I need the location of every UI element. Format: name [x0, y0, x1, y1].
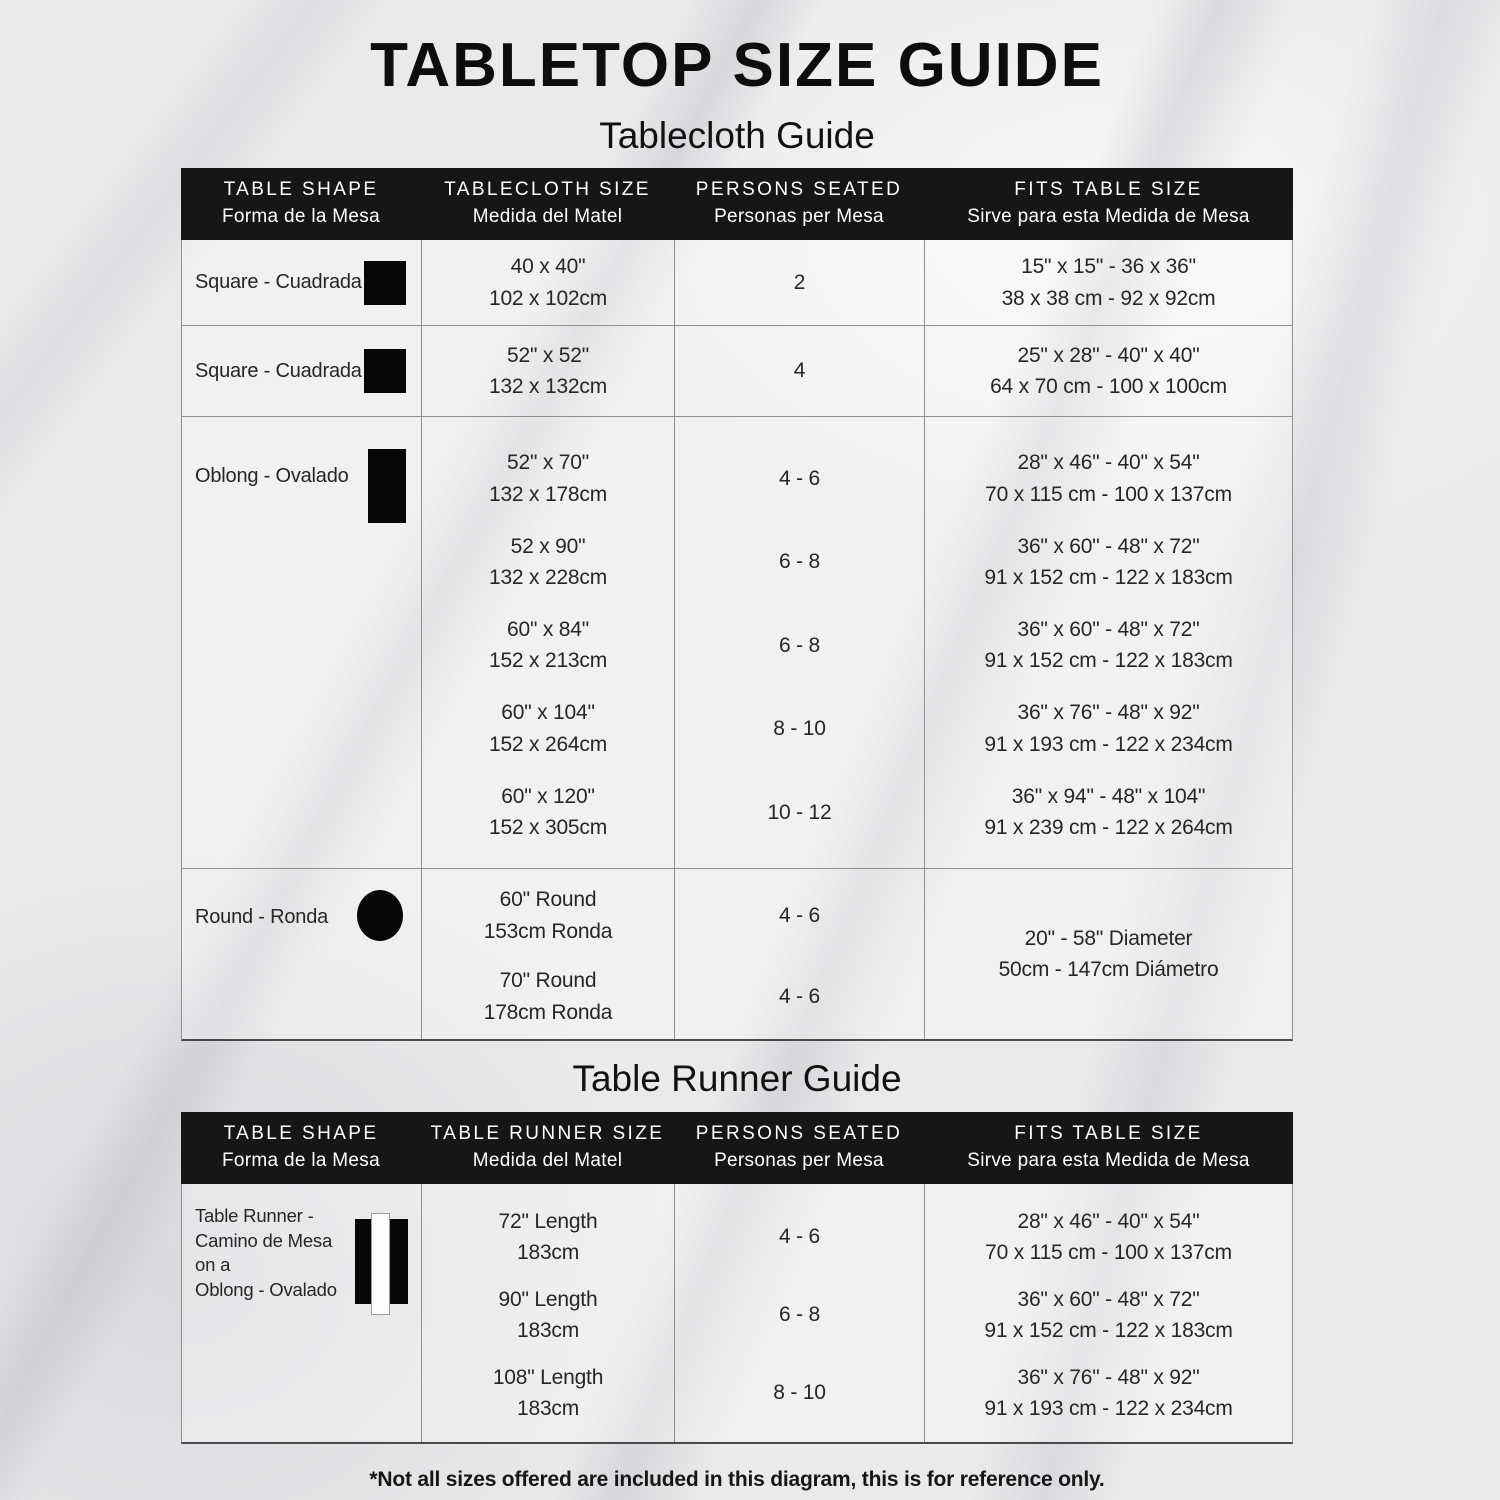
size-cell	[422, 417, 675, 868]
fits-inches: 36" x 76" - 48" x 92"	[1017, 1365, 1200, 1389]
seats-value: 8 - 10	[773, 717, 826, 741]
fits-cm: 91 x 152 cm - 122 x 183cm	[984, 1319, 1233, 1342]
fits-cm: 64 x 70 cm - 100 x 100cm	[990, 375, 1227, 398]
runner-stripe	[371, 1213, 390, 1315]
fits-inches: 28" x 46" - 40" x 54"	[1017, 1209, 1200, 1233]
size-cm: 102 x 102cm	[488, 286, 608, 310]
size-inches: 90" Length	[498, 1287, 598, 1311]
fits-inches: 36" x 60" - 48" x 72"	[1017, 617, 1200, 641]
column-header-table-shape	[181, 177, 421, 230]
fits-entry	[925, 697, 1292, 760]
table-runner-guide-table	[181, 1112, 1293, 1444]
fits-entry	[925, 614, 1292, 677]
size-cell	[422, 326, 675, 416]
shape-label: Square - Cuadrada	[195, 359, 362, 382]
column-header-es: Medida del Matel	[472, 1150, 623, 1171]
shape-label: Square - Cuadrada	[195, 271, 362, 293]
column-header-en: FITS TABLE SIZE	[1014, 179, 1203, 201]
size-entry	[422, 965, 674, 1028]
tablecloth-table-header	[181, 168, 1293, 240]
column-header-es: Medida del Matel	[472, 206, 623, 227]
column-header-es: Sirve para esta Medida de Mesa	[967, 206, 1250, 227]
size-inches: 60" x 120"	[501, 784, 595, 808]
column-header-en: TABLE SHAPE	[223, 1123, 379, 1145]
seats-cell	[675, 1184, 925, 1442]
size-entry	[422, 614, 674, 677]
size-inches: 52" x 52"	[507, 343, 589, 367]
column-header-es: Personas per Mesa	[714, 1150, 884, 1171]
fits-cm: 38 x 38 cm - 92 x 92cm	[1001, 286, 1216, 310]
size-cm: 152 x 305cm	[488, 816, 608, 840]
seats-cell	[675, 240, 925, 325]
tablecloth-guide-heading: Tablecloth Guide	[599, 115, 875, 156]
seats-value: 10 - 12	[767, 800, 832, 824]
table-row-square-52	[182, 326, 1292, 417]
size-entry	[422, 884, 674, 947]
column-header-es: Personas per Mesa	[714, 206, 884, 227]
column-header-fits-table-size	[924, 1121, 1293, 1174]
fits-entry	[925, 781, 1292, 844]
seats-cell	[675, 326, 925, 416]
page-title: TABLETOP SIZE GUIDE	[370, 31, 1104, 100]
column-header-en: PERSONS SEATED	[695, 179, 903, 201]
runner-table-header	[181, 1112, 1293, 1184]
size-cm: 132 x 178cm	[488, 482, 608, 506]
fits-inches: 36" x 94" - 48" x 104"	[1011, 784, 1206, 808]
size-entry	[422, 1284, 674, 1347]
size-entries	[422, 869, 674, 1039]
size-cm: 178cm Ronda	[483, 1000, 613, 1024]
fits-cm: 91 x 193 cm - 122 x 234cm	[984, 732, 1233, 756]
column-header-es: Sirve para esta Medida de Mesa	[967, 1150, 1250, 1171]
size-cm: 183cm	[516, 1319, 580, 1342]
fits-cell	[925, 1184, 1292, 1442]
column-header-en: FITS TABLE SIZE	[1014, 1123, 1203, 1145]
size-inches: 60" x 104"	[501, 701, 595, 725]
size-cm: 153cm Ronda	[483, 919, 613, 943]
fits-cm: 70 x 115 cm - 100 x 137cm	[985, 1241, 1232, 1264]
fits-entries	[925, 417, 1292, 868]
size-entry	[422, 1362, 674, 1425]
size-inches: 40 x 40"	[510, 255, 586, 278]
shape-label	[195, 1204, 337, 1302]
size-inches: 60" Round	[499, 888, 597, 911]
size-cell	[422, 1184, 675, 1442]
table-row-group-runner	[182, 1184, 1292, 1442]
size-inches: 70" Round	[499, 969, 597, 992]
size-cm: 183cm	[516, 1241, 580, 1264]
seats-entries	[675, 869, 924, 1039]
seats-cell	[675, 869, 925, 1039]
shape-line: Camino de Mesa	[195, 1229, 333, 1251]
table-row-square-40	[182, 240, 1292, 326]
column-header-en: TABLE RUNNER SIZE	[430, 1123, 665, 1145]
shape-label: Oblong - Ovalado	[195, 465, 349, 487]
column-header-persons-seated	[674, 1121, 924, 1174]
size-cm: 132 x 228cm	[488, 566, 608, 590]
table-row-group-round	[182, 869, 1292, 1039]
size-inches: 108" Length	[492, 1365, 604, 1389]
runner-guide-heading: Table Runner Guide	[572, 1058, 902, 1099]
fits-cm: 91 x 152 cm - 122 x 183cm	[984, 649, 1233, 673]
seats-value: 6 - 8	[778, 1303, 821, 1327]
seats-entries	[675, 1184, 924, 1442]
square-icon	[364, 349, 406, 393]
fits-cell	[925, 869, 1292, 1039]
size-cm: 152 x 213cm	[488, 649, 608, 673]
seats-value: 2	[793, 270, 806, 294]
shape-cell	[182, 869, 422, 1039]
size-entry	[422, 781, 674, 844]
fits-cm: 91 x 152 cm - 122 x 183cm	[984, 566, 1233, 590]
size-entry	[422, 531, 674, 594]
column-header-tablecloth-size	[421, 177, 674, 230]
fits-entry	[925, 1362, 1292, 1425]
fits-entry	[925, 1284, 1292, 1347]
fits-cm: 50cm - 147cm Diámetro	[998, 958, 1219, 981]
fits-cm: 70 x 115 cm - 100 x 137cm	[985, 482, 1232, 506]
fits-entries	[925, 1184, 1292, 1442]
fits-entry	[925, 1206, 1292, 1269]
seats-cell	[675, 417, 925, 868]
size-inches: 60" x 84"	[507, 617, 589, 641]
column-header-es: Forma de la Mesa	[222, 206, 380, 227]
fits-inches: 36" x 60" - 48" x 72"	[1017, 1287, 1200, 1311]
shape-cell	[182, 326, 422, 416]
column-header-runner-size	[421, 1121, 674, 1174]
column-header-es: Forma de la Mesa	[222, 1150, 380, 1171]
content-column	[181, 0, 1293, 1492]
column-header-fits-table-size	[924, 177, 1293, 230]
fits-cm: 91 x 239 cm - 122 x 264cm	[984, 816, 1233, 840]
column-header-en: TABLECLOTH SIZE	[444, 179, 651, 201]
shape-cell	[182, 417, 422, 868]
tablecloth-guide-table	[181, 168, 1293, 1041]
fits-inches: 25" x 28" - 40" x 40"	[1017, 343, 1200, 367]
footnote: *Not all sizes offered are included in this diagram, this is for reference only.	[369, 1468, 1105, 1491]
shape-line: on a	[195, 1254, 231, 1276]
column-header-en: PERSONS SEATED	[695, 1123, 903, 1145]
fits-cell	[925, 417, 1292, 868]
fits-inches: 15" x 15" - 36 x 36"	[1021, 255, 1196, 278]
shape-line: Table Runner -	[195, 1205, 314, 1226]
square-icon	[364, 261, 406, 305]
size-entry	[422, 447, 674, 510]
seats-value: 6 - 8	[778, 633, 821, 657]
size-inches: 72" Length	[498, 1209, 598, 1233]
seats-entries	[675, 417, 924, 868]
seats-value: 4 - 6	[778, 466, 821, 490]
tablecloth-table-body	[181, 240, 1293, 1041]
fits-entry	[925, 447, 1292, 510]
seats-value: 4 - 6	[778, 1225, 821, 1249]
size-entries	[422, 417, 674, 868]
size-cm: 152 x 264cm	[488, 732, 608, 756]
seats-value: 8 - 10	[773, 1381, 826, 1405]
column-header-persons-seated	[674, 177, 924, 230]
seats-value: 4 - 6	[778, 903, 821, 927]
fits-cm: 91 x 193 cm - 122 x 234cm	[984, 1397, 1233, 1420]
fits-inches: 36" x 76" - 48" x 92"	[1017, 701, 1200, 725]
size-inches: 52" x 70"	[507, 451, 589, 475]
size-cm: 183cm	[516, 1397, 580, 1420]
column-header-table-shape	[181, 1121, 421, 1174]
column-header-en: TABLE SHAPE	[223, 179, 379, 201]
table-row-group-oblong	[182, 417, 1292, 869]
size-entries	[422, 1184, 674, 1442]
size-inches: 52 x 90"	[510, 534, 586, 558]
size-cm: 132 x 132cm	[488, 375, 608, 398]
oblong-icon	[368, 449, 406, 523]
fits-inches: 36" x 60" - 48" x 72"	[1017, 534, 1200, 558]
seats-value: 6 - 8	[778, 550, 821, 574]
fits-inches: 20" - 58" Diameter	[1024, 926, 1193, 950]
size-entry	[422, 1206, 674, 1269]
seats-value: 4 - 6	[778, 984, 821, 1008]
shape-cell	[182, 1184, 422, 1442]
runner-table-body	[181, 1184, 1293, 1444]
seats-value: 4	[793, 359, 806, 383]
fits-cell	[925, 326, 1292, 416]
fits-entry	[925, 531, 1292, 594]
circle-icon	[357, 890, 403, 941]
table-runner-icon	[355, 1219, 408, 1304]
size-entry	[422, 697, 674, 760]
shape-label: Round - Ronda	[195, 906, 329, 928]
size-cell	[422, 869, 675, 1039]
shape-line: Oblong - Ovalado	[195, 1278, 337, 1300]
size-cell	[422, 240, 675, 325]
shape-cell	[182, 240, 422, 325]
fits-cell	[925, 240, 1292, 325]
fits-inches: 28" x 46" - 40" x 54"	[1017, 451, 1200, 475]
